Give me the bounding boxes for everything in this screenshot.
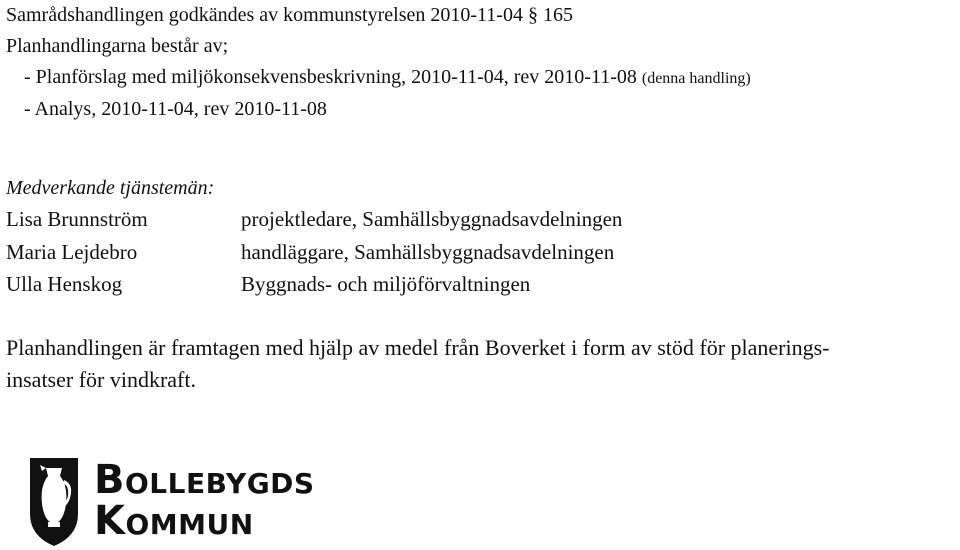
contents-item-planforslag-text: - Planförslag med miljökonsekvensbeskrivning, 2010-11-04, rev 2010-11-08 bbox=[24, 66, 642, 88]
funding-paragraph-line: insatser för vindkraft. bbox=[6, 367, 196, 392]
contributor-row bbox=[6, 269, 946, 299]
contributor-role: Byggnads- och miljöförvaltningen bbox=[241, 272, 531, 296]
contributor-name: Lisa Brunnström bbox=[6, 207, 148, 231]
contents-item-planforslag-note: (denna handling) bbox=[641, 70, 751, 87]
contributor-role: handläggare, Samhällsbyggnadsavdelningen bbox=[241, 240, 615, 264]
contributor-row bbox=[6, 204, 946, 234]
approval-line: Samrådshandlingen godkändes av kommunstyrelsen 2010-11-04 § 165 bbox=[6, 4, 573, 26]
funding-paragraph bbox=[6, 332, 956, 396]
municipality-name-line: Kommun bbox=[94, 498, 254, 544]
contributor-name: Maria Lejdebro bbox=[6, 240, 138, 264]
contents-item-planforslag bbox=[24, 64, 751, 92]
contributor-row bbox=[6, 237, 946, 267]
contributor-name: Ulla Henskog bbox=[6, 272, 123, 296]
contents-item-analys: - Analys, 2010-11-04, rev 2010-11-08 bbox=[24, 98, 327, 120]
municipality-logo bbox=[28, 456, 428, 548]
municipality-name bbox=[94, 457, 315, 544]
contents-heading: Planhandlingarna består av; bbox=[6, 35, 229, 57]
municipality-name-line: Bollebygds bbox=[94, 457, 315, 503]
contributor-role: projektledare, Samhällsbyggnadsavdelningen bbox=[241, 207, 623, 231]
jug-coat-of-arms-icon bbox=[28, 456, 80, 548]
funding-paragraph-line: Planhandlingen är framtagen med hjälp av medel från Boverket i form av stöd för planerings- bbox=[6, 335, 830, 360]
contributors-heading: Medverkande tjänstemän: bbox=[6, 177, 215, 199]
